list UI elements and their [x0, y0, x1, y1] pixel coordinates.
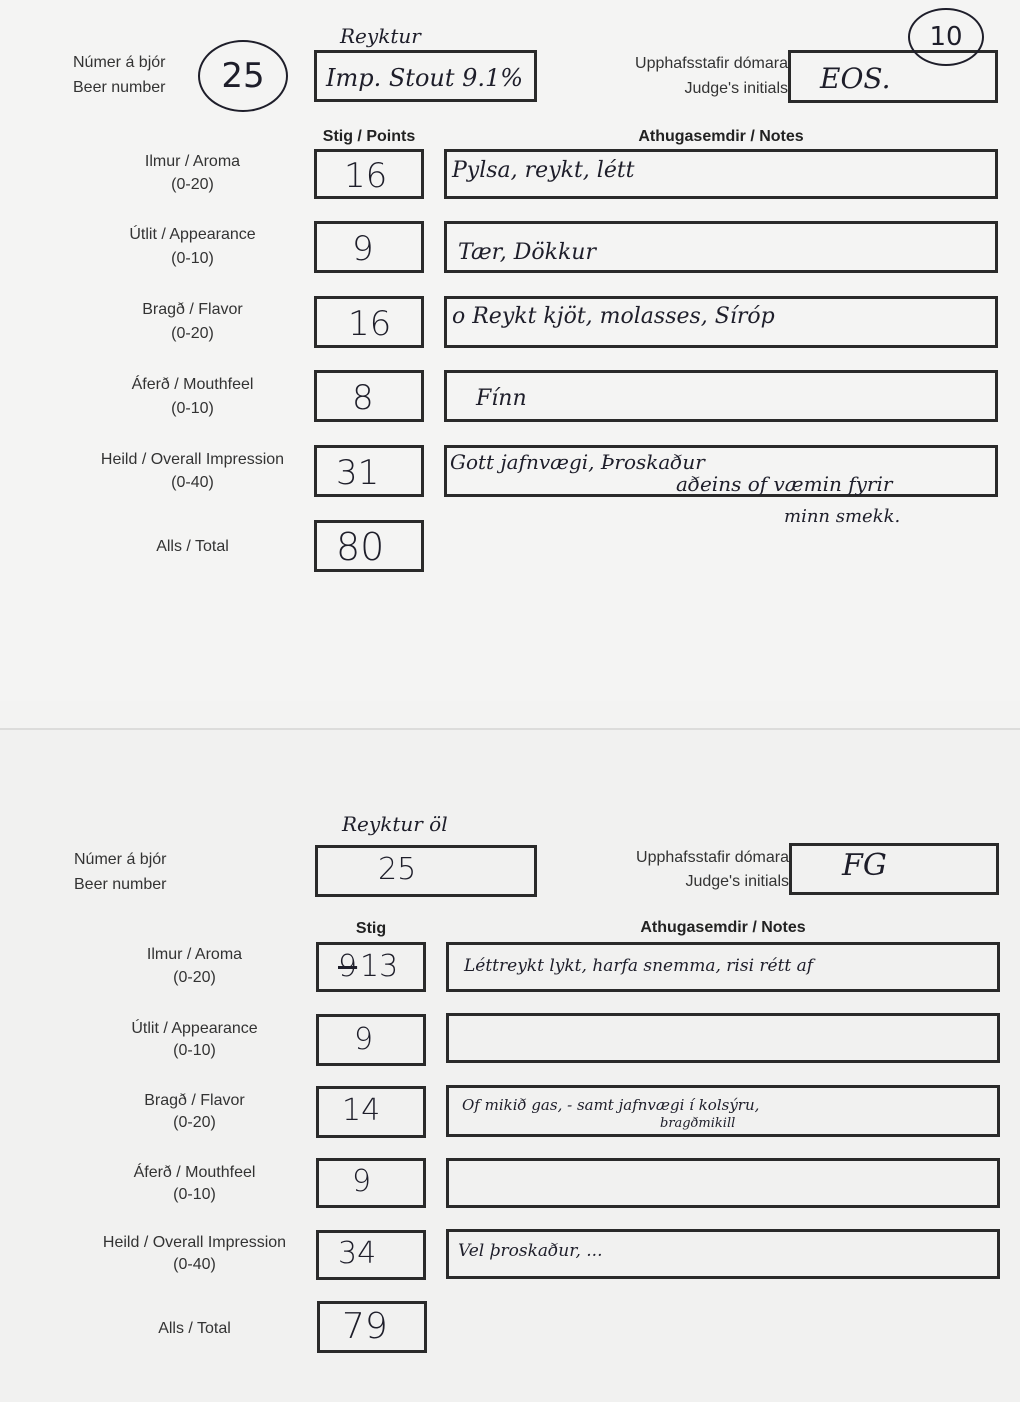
- judge-label-en-2: Judge's initials: [685, 873, 789, 890]
- mouthfeel-score-2: 9: [352, 1164, 372, 1199]
- beer-number-label-is-2: Númer á bjór: [74, 851, 167, 868]
- mouthfeel-score: 8: [352, 378, 374, 418]
- points-header: Stig / Points: [322, 128, 416, 145]
- mouthfeel-label: Áferð / Mouthfeel: [131, 376, 254, 393]
- aroma-score: 16: [344, 156, 388, 196]
- overall-label-2: Heild / Overall Impression: [102, 1234, 287, 1251]
- score-sheet-bottom: [0, 730, 1020, 1402]
- judge-initials-handwriting: EOS.: [820, 62, 891, 95]
- aroma-range-2: (0-20): [173, 969, 216, 986]
- judge-label-en: Judge's initials: [684, 80, 788, 97]
- total-label-2: Alls / Total: [158, 1320, 231, 1337]
- overall-score: 31: [336, 453, 380, 493]
- flavor-label: Bragð / Flavor: [142, 301, 243, 318]
- beer-number-label-is: Númer á bjór: [73, 54, 166, 71]
- flavor-notes-line2-2: bragðmikill: [660, 1116, 736, 1131]
- aroma-notes-2: Léttreykt lykt, harfa snemma, risi rétt af: [464, 956, 814, 976]
- appearance-notes: Tær, Dökkur: [458, 240, 596, 265]
- total-label: Alls / Total: [156, 538, 229, 555]
- judge-label-is: Upphafsstafir dómara: [635, 55, 788, 72]
- judge-label-is-2: Upphafsstafir dómara: [636, 849, 789, 866]
- beer-number-label-en: Beer number: [73, 79, 166, 96]
- aroma-score-struck-2: 9: [338, 949, 358, 984]
- mouthfeel-range: (0-10): [171, 400, 214, 417]
- judge-initials-box-2[interactable]: [789, 843, 999, 895]
- overall-range: (0-40): [171, 474, 214, 491]
- judge-initials-2: FG: [842, 848, 887, 883]
- appearance-label-2: Útlit / Appearance: [131, 1020, 258, 1037]
- beer-number-label-en-2: Beer number: [74, 876, 167, 893]
- flavor-notes-line1-2: Of mikið gas, - samt jafnvægi í kolsýru,: [462, 1096, 760, 1114]
- mouthfeel-notes-box-2[interactable]: [446, 1158, 1000, 1208]
- appearance-notes-box-2[interactable]: [446, 1013, 1000, 1063]
- appearance-score-2: 9: [354, 1022, 374, 1057]
- overall-label: Heild / Overall Impression: [100, 451, 285, 468]
- mouthfeel-label-2: Áferð / Mouthfeel: [133, 1164, 256, 1181]
- aroma-score-2: 13: [360, 949, 399, 984]
- aroma-label: Ilmur / Aroma: [144, 153, 241, 170]
- points-header-2: Stig: [355, 920, 387, 937]
- flavor-notes: o Reykt kjöt, molasses, Síróp: [452, 304, 775, 329]
- style-handwriting: Imp. Stout 9.1%: [326, 64, 524, 92]
- flavor-range: (0-20): [171, 325, 214, 342]
- appearance-label: Útlit / Appearance: [129, 226, 256, 243]
- aroma-range: (0-20): [171, 176, 214, 193]
- appearance-range: (0-10): [171, 250, 214, 267]
- flavor-range-2: (0-20): [173, 1114, 216, 1131]
- overall-notes-line3: minn smekk.: [784, 506, 901, 527]
- notes-header: Athugasemdir / Notes: [638, 128, 804, 145]
- style-handwriting-above-2: Reyktur öl: [342, 812, 448, 836]
- flavor-score-2: 14: [342, 1093, 381, 1128]
- aroma-notes: Pylsa, reykt, létt: [452, 158, 635, 183]
- flavor-label-2: Bragð / Flavor: [144, 1092, 245, 1109]
- total-score: 80: [336, 525, 385, 569]
- flavor-score: 16: [348, 304, 392, 344]
- style-handwriting-above: Reyktur: [340, 24, 421, 48]
- appearance-score: 9: [352, 229, 374, 269]
- overall-notes-2: Vel þroskaður, ...: [458, 1241, 603, 1261]
- beer-number-2: 25: [378, 852, 417, 887]
- overall-score-2: 34: [338, 1236, 377, 1271]
- sheet-number-circled: 10: [908, 8, 984, 66]
- beer-number-box-2[interactable]: [315, 845, 537, 897]
- overall-notes-line2: aðeins of væmin fyrir: [676, 472, 893, 496]
- overall-range-2: (0-40): [173, 1256, 216, 1273]
- mouthfeel-notes-box[interactable]: [444, 370, 998, 422]
- mouthfeel-notes: Fínn: [476, 386, 527, 411]
- overall-notes-line1: Gott jafnvægi, Þroskaður: [450, 450, 705, 474]
- aroma-label-2: Ilmur / Aroma: [146, 946, 243, 963]
- mouthfeel-range-2: (0-10): [173, 1186, 216, 1203]
- total-score-2: 79: [342, 1306, 388, 1347]
- appearance-range-2: (0-10): [173, 1042, 216, 1059]
- beer-number-circled: 25: [198, 40, 288, 112]
- notes-header-2: Athugasemdir / Notes: [640, 919, 806, 936]
